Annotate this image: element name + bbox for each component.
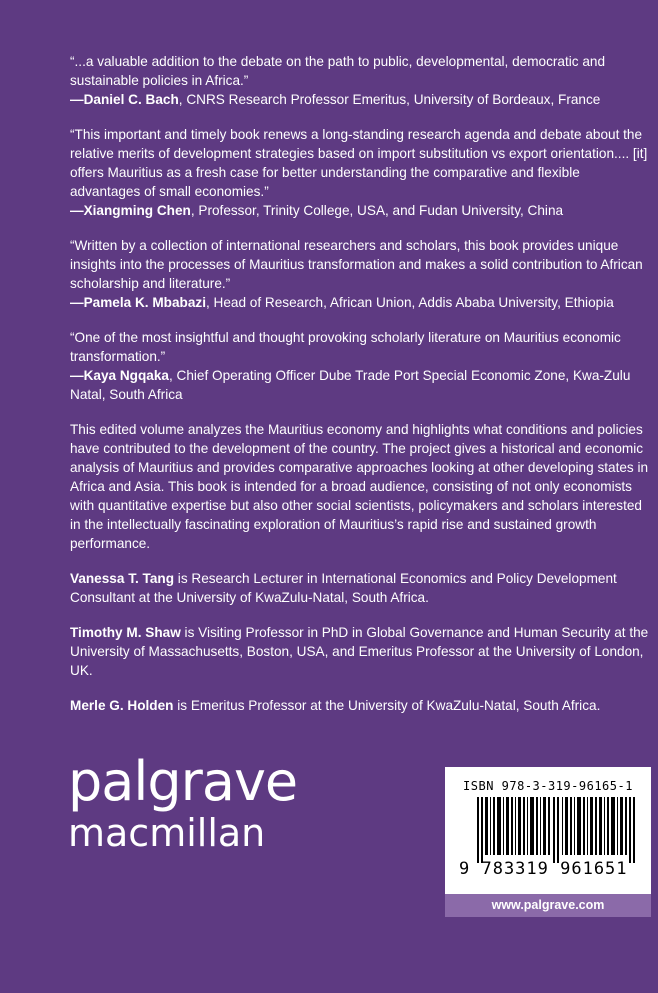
editor-bio bbox=[70, 623, 650, 680]
endorsement-attribution bbox=[70, 201, 650, 220]
publisher-logo-line2: macmillan bbox=[68, 811, 266, 855]
endorsement-affiliation: , Chief Operating Officer Dube Trade Port Special Economic Zone, Kwa-Zulu Natal, South Africa bbox=[70, 368, 631, 402]
publisher-logo-line1: palgrave bbox=[68, 750, 298, 813]
endorsement-author: —Daniel C. Bach bbox=[70, 92, 179, 107]
publisher-website: www.palgrave.com bbox=[445, 894, 651, 917]
endorsement-affiliation: , Head of Research, African Union, Addis Ababa University, Ethiopia bbox=[205, 295, 614, 310]
endorsement-affiliation: , Professor, Trinity College, USA, and Fudan University, China bbox=[190, 203, 564, 218]
endorsement-attribution bbox=[70, 293, 650, 312]
editor-bio-text bbox=[70, 696, 650, 715]
editor-bio-body: is Research Lecturer in International Economics and Policy Development Consultant at the University of KwaZulu-Natal, South Africa. bbox=[70, 571, 617, 605]
endorsement-quote: “Written by a collection of international researchers and scholars, this book provides unique insights into the processes of Mauritius transformation and makes a solid contribution to African scholarship and literature.” bbox=[70, 238, 643, 291]
endorsement-affiliation: , CNRS Research Professor Emeritus, University of Bordeaux, France bbox=[178, 92, 601, 107]
editor-bio-body: is Emeritus Professor at the University of KwaZulu-Natal, South Africa. bbox=[173, 698, 601, 713]
editor-name: Vanessa T. Tang bbox=[70, 571, 175, 586]
barcode-panel bbox=[445, 767, 651, 917]
barcode-digits: 9 783319 961651 bbox=[459, 859, 628, 879]
isbn-label: ISBN 978-3-319-96165-1 bbox=[463, 779, 633, 793]
endorsement-quote: “...a valuable addition to the debate on the path to public, developmental, democratic and sustainable policies in Africa.” bbox=[70, 54, 606, 88]
endorsement-author: —Kaya Ngqaka bbox=[70, 368, 169, 383]
editor-bio-text bbox=[70, 569, 650, 607]
endorsement-quote: “This important and timely book renews a long-standing research agenda and debate about the relative merits of development strategies based on import substitution vs export orientation.... [it] offers Mauritius as a fresh case for better understanding the comparative and flexible advantages of small economies.” bbox=[70, 127, 648, 199]
publisher-logo bbox=[68, 750, 388, 855]
endorsement-quote: “One of the most insightful and thought provoking scholarly literature on Mauritius economic transformation.” bbox=[70, 330, 621, 364]
editor-name: Timothy M. Shaw bbox=[70, 625, 181, 640]
barcode-icon bbox=[477, 797, 637, 863]
description-text: This edited volume analyzes the Mauritius economy and highlights what conditions and policies have contributed to the development of the country. The project gives a historical and economic analysis of Mauritius and provides comparative approaches looking at other developing states in Africa and Asia. This book is intended for a broad audience, consisting of not only economists with quantitative expertise but also other social scientists, policymakers and scholars interested in the intellectually fascinating exploration of Mauritius’s rapid rise and sustained growth performance. bbox=[70, 422, 649, 551]
endorsement-author: —Pamela K. Mbabazi bbox=[70, 295, 206, 310]
back-cover-text bbox=[70, 52, 650, 731]
editor-bio-text bbox=[70, 623, 650, 680]
editor-bio-body: is Visiting Professor in PhD in Global Governance and Human Security at the University of Massachusetts, Boston, USA, and Emeritus Professor at the University of London, UK. bbox=[70, 625, 649, 678]
endorsement-attribution bbox=[70, 366, 650, 404]
endorsement bbox=[70, 236, 650, 312]
endorsement bbox=[70, 328, 650, 404]
endorsement bbox=[70, 52, 650, 109]
endorsement bbox=[70, 125, 650, 220]
editor-name: Merle G. Holden bbox=[70, 698, 174, 713]
editor-bio bbox=[70, 696, 650, 715]
endorsement-attribution bbox=[70, 90, 650, 109]
endorsement-author: —Xiangming Chen bbox=[70, 203, 191, 218]
editor-bio bbox=[70, 569, 650, 607]
book-description bbox=[70, 420, 650, 553]
